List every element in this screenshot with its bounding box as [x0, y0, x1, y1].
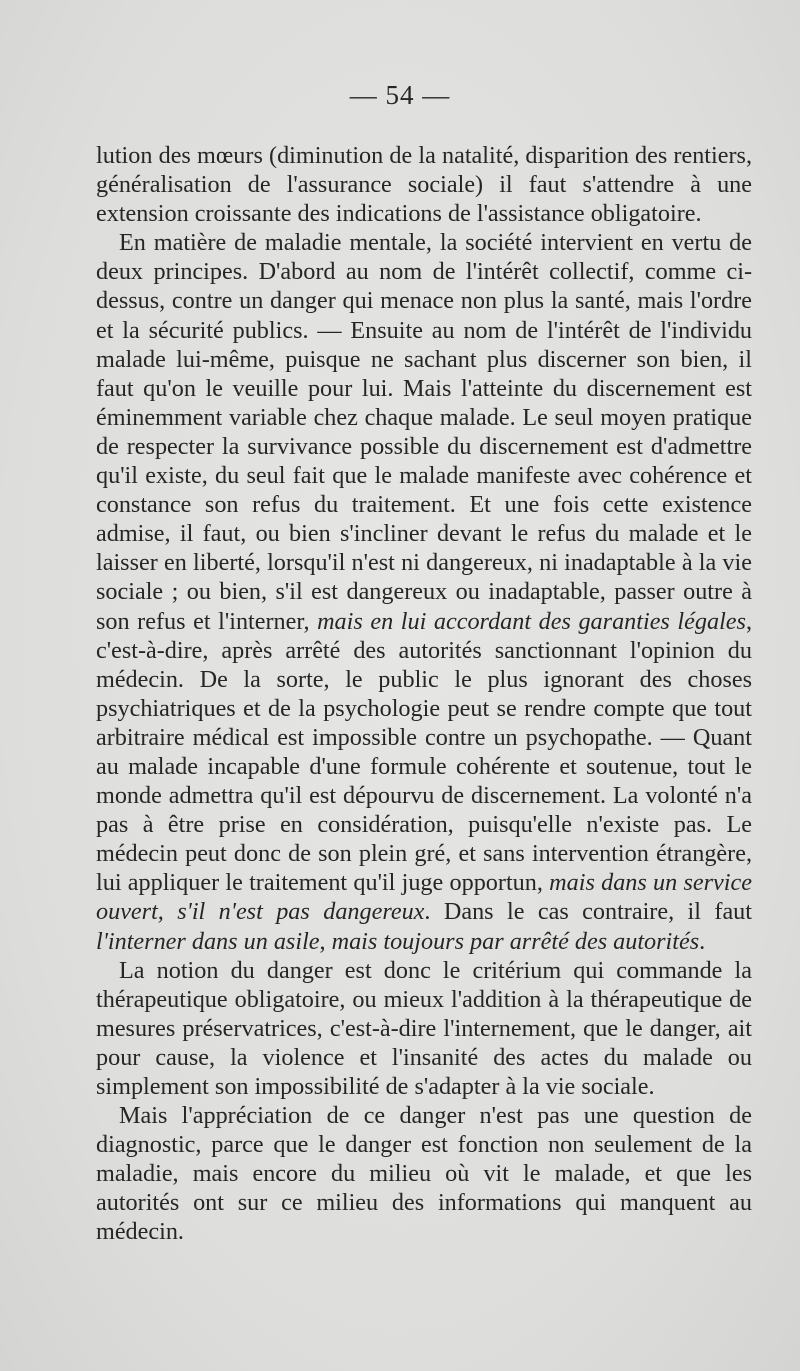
italic-run: mais en lui accordant des garanties légales — [317, 607, 746, 635]
paragraph-danger-assessment — [96, 1101, 752, 1246]
text-run: lution des mœurs (diminution de la natalité, disparition des rentiers, généralisation de l'assurance sociale) il faut s'attendre à une extension croissante des indications de l'assistance obligatoire. — [96, 142, 752, 228]
italic-run: mais dans un service ouvert, s'il n'est pas dangereux — [96, 869, 752, 926]
body-text — [96, 141, 752, 1247]
text-run: . — [699, 927, 706, 955]
paragraph-danger-notion — [96, 956, 752, 1101]
text-run: La notion du danger est donc le critérium qui commande la thérapeutique obligatoire, ou mieux l'addition à la thérapeutique de mesures préservatrices, c'est-à-dire l'internement, que le danger, ait pour cause, la violence et l'insanité des actes du malade ou simplement son impossibilité de s'adapter à la vie sociale. — [96, 956, 752, 1100]
text-run: En matière de maladie mentale, la société intervient en vertu de deux principes. D'abord au nom de l'intérêt collectif, comme ci-dessus, contre un danger qui menace non plus la santé, mais l'ordre et la sécurité publics. — Ensuite au nom de l'intérêt de l'individu malade lui-même, puisque ne sachant plus discerner son bien, il faut qu'on le veuille pour lui. Mais l'atteinte du discernement est éminemment variable chez chaque malade. Le seul moyen pratique de respecter la survivance possible du discernement est d'admettre qu'il existe, du seul fait que le malade manifeste avec cohérence et constance son refus du traitement. Et une fois cette existence admise, il faut, ou bien s'incliner devant le refus du malade et le laisser en liberté, lorsqu'il n'est ni dangereux, ni inadaptable à la vie sociale ; ou bien, s'il est dangereux ou inadaptable, passer outre à son refus et l'interner, — [96, 229, 752, 635]
text-run: . Dans le cas contraire, il faut — [424, 898, 752, 926]
italic-run: mais toujours par arrêté des autorités — [331, 927, 700, 955]
italic-run: l'interner dans un asile — [96, 927, 320, 955]
paragraph-principles — [96, 228, 752, 955]
text-run: , — [319, 927, 332, 955]
page-number: — 54 — — [349, 80, 451, 110]
text-run: Mais l'appréciation de ce danger n'est pas une question de diagnostic, parce que le danger est fonction non seulement de la maladie, mais encore du milieu où vit le malade, et que les autorités ont sur ce milieu des informations qui manquent au médecin. — [96, 1102, 752, 1246]
paragraph-continuation — [96, 141, 752, 228]
text-run: , c'est-à-dire, après arrêté des autorités sanctionnant l'opinion du médecin. De la sorte, le public le plus ignorant des choses psychiatriques et de la psychologie peut se rendre compte que tout arbitraire médical est impossible contre un psychopathe. — Quant au malade incapable d'une formule cohérente et soutenue, tout le monde admettra qu'il est dépourvu de discernement. La volonté n'a pas à être prise en considération, puisqu'elle n'existe pas. Le médecin peut donc de son plein gré, et sans intervention étrangère, lui appliquer le traitement qu'il juge opportun, — [96, 607, 752, 897]
